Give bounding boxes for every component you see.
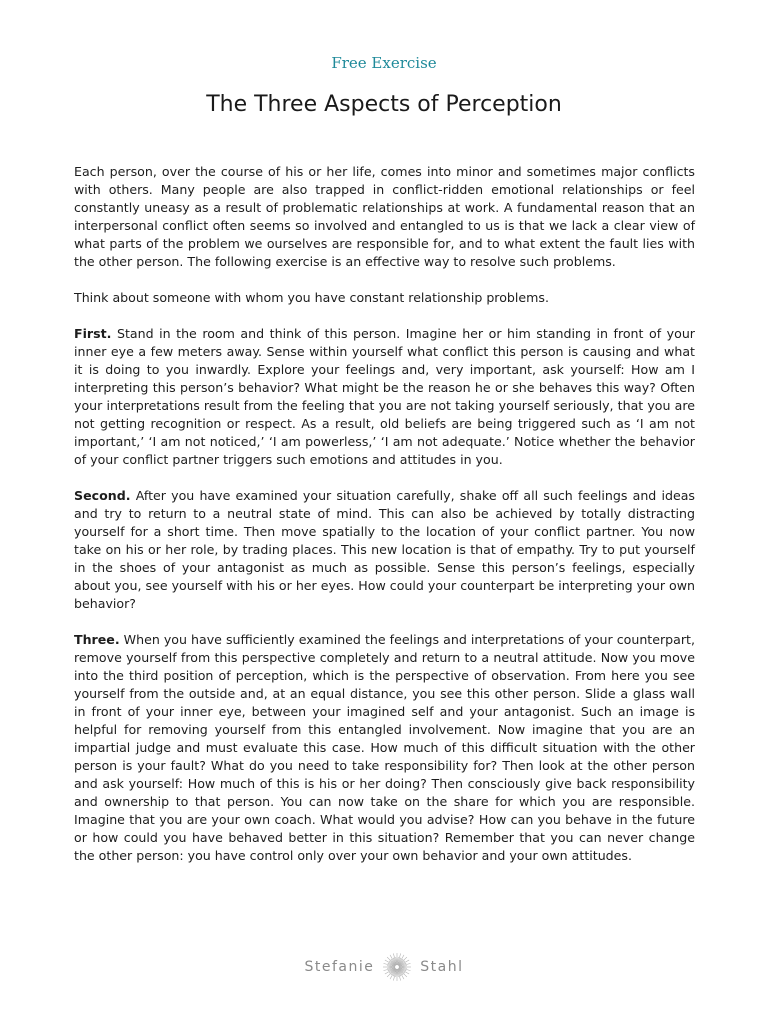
paragraph-three-text: When you have sufficiently examined the feelings and interpretations of your counterpart, remove yourself from this perspective completely and return to a neutral attitude. Now you move into the third position of perception, which is the perspective of observation. From here you see yourself from the outside and, at an equal distance, you see this other person. Slide a glass wall in front of your inner eye, between your imagined self and your antagonist. Such an image is helpful for removing yourself from this entangled involvement. Now imagine that you are an impartial judge and must evaluate this case. How much of this difficult situation with the other person is your fault? What do you need to take responsibility for? Then look at the other person and ask yourself: How much of this is his or her doing? Then consciously give back responsibility and ownership to that person. You can now take on the share for which you are responsible. Imagine that you are your own coach. What would you advise? How can you behave in the future or how could you have behaved better in this situation? Remember that you can never change the other person: you have control only over your own behavior and your own attitudes. [74,632,695,863]
paragraph-instruction: Think about someone with whom you have constant relationship problems. [74,290,549,305]
page-title: The Three Aspects of Perception [206,92,562,117]
paragraph-second-lead: Second. [74,488,131,503]
paragraph-first-text: Stand in the room and think of this person. Imagine her or him standing in front of your inner eye a few meters away. Sense within yourself what conflict this person is causing and what it is doing to you inwardly. Explore your feelings and, very important, ask yourself: How am I interpreting this person’s behavior? What might be the reason he or she behaves this way? Often your interpretations result from the feeling that you are not taking yourself seriously, that you are not getting recognition or respect. As a result, old beliefs are being triggered such as ‘I am not important,’ ‘I am not noticed,’ ‘I am powerless,’ ‘I am not adequate.’ Notice whether the behavior of your conflict partner triggers such emotions and attitudes in you. [74,326,695,467]
paragraph-first [74,325,695,469]
kicker-label: Free Exercise [331,54,437,72]
paragraph-three [74,631,695,865]
paragraph-three-lead: Three. [74,632,120,647]
paragraph-second [74,487,695,613]
footer-first-name: Stefanie [304,959,375,975]
paragraph-intro: Each person, over the course of his or her life, comes into minor and sometimes major conflicts with others. Many people are also trapped in conflict-ridden emotional relationships or feel constantly uneasy as a result of problematic relationships at work. A fundamental reason that an interpersonal conflict often seems so involved and entangled to us is that we lack a clear view of what parts of the problem we ourselves are responsible for, and to what extent the fault lies with the other person. The following exercise is an effective way to resolve such problems. [74,164,695,269]
footer-last-name: Stahl [420,959,464,975]
paragraph-second-text: After you have examined your situation carefully, shake off all such feelings and ideas and try to return to a neutral state of mind. This can also be achieved by totally distracting yourself for a short time. Then move spatially to the location of your conflict partner. You now take on his or her role, by trading places. This new location is that of empathy. Try to put yourself in the shoes of your antagonist as much as possible. Sense this person’s feelings, especially about you, see yourself with his or her eyes. How could your counterpart be interpreting your own behavior? [74,488,695,611]
document-body [74,163,695,883]
footer-brand [0,952,768,982]
sunburst-icon [382,952,412,982]
paragraph-first-lead: First. [74,326,112,341]
